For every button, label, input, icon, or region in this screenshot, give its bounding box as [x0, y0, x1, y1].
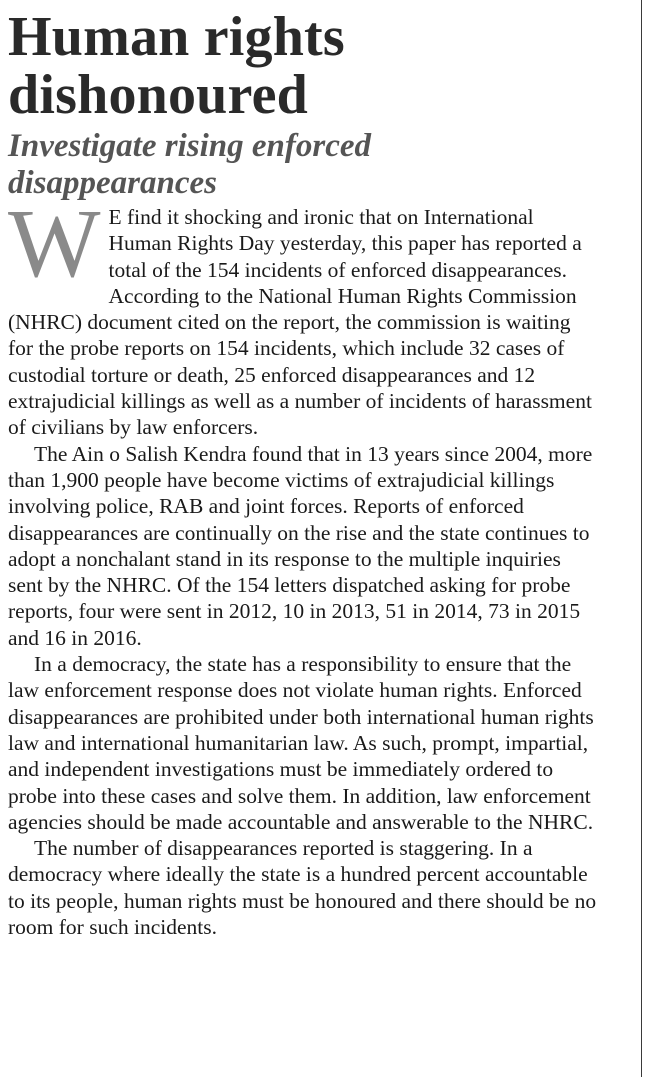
article-body — [8, 190, 600, 940]
column-divider — [641, 0, 642, 1077]
subheadline — [8, 128, 600, 202]
editorial-article — [8, 8, 600, 940]
paragraph-3: In a democracy, the state has a responsibility to ensure that the law enforcement response does not violate human rights. Enforced disappearances are prohibited under both international human rights law and international humanitarian law. As such, prompt, impartial, and independent investigations must be immediately ordered to probe into these cases and solve them. In addition, law enforcement agencies should be made accountable and answerable to the NHRC. — [8, 652, 594, 834]
subheadline-line-1: Investigate rising enforced — [8, 128, 371, 164]
paragraph-4: The number of disappearances reported is staggering. In a democracy where ideally the state is a hundred percent accountable to its people, human rights must be honoured and there should be no room for such incidents. — [8, 836, 597, 940]
paragraph-2: The Ain o Salish Kendra found that in 13 years since 2004, more than 1,900 people have become victims of extrajudicial killings involving police, RAB and joint forces. Reports of enforced disappearances are continually on the rise and the state continues to adopt a nonchalant stand in its response to the multiple inquiries sent by the NHRC. Of the 154 letters dispatched asking for probe reports, four were sent in 2012, 10 in 2013, 51 in 2014, 73 in 2015 and 16 in 2016. — [8, 441, 593, 650]
headline — [8, 8, 600, 124]
headline-line-1: Human rights — [8, 6, 345, 68]
headline-line-2: dishonoured — [8, 64, 308, 126]
drop-cap: W — [8, 190, 101, 298]
paragraph-1-text: E find it shocking and ironic that on International Human Rights Day yesterday, this paper has reported a total of the 154 incidents of enforced disappearances. According to the National Human Rights Commission (NHRC) document cited on the report, the commission is waiting for the probe reports on 154 incidents, which include 32 cases of custodial torture or death, 25 enforced disappearances and 12 extrajudicial killings as well as a number of incidents of harassment of civilians by law enforcers. — [8, 205, 592, 440]
subheadline-line-2: disappearances — [8, 165, 217, 201]
paragraph-1 — [8, 190, 600, 441]
